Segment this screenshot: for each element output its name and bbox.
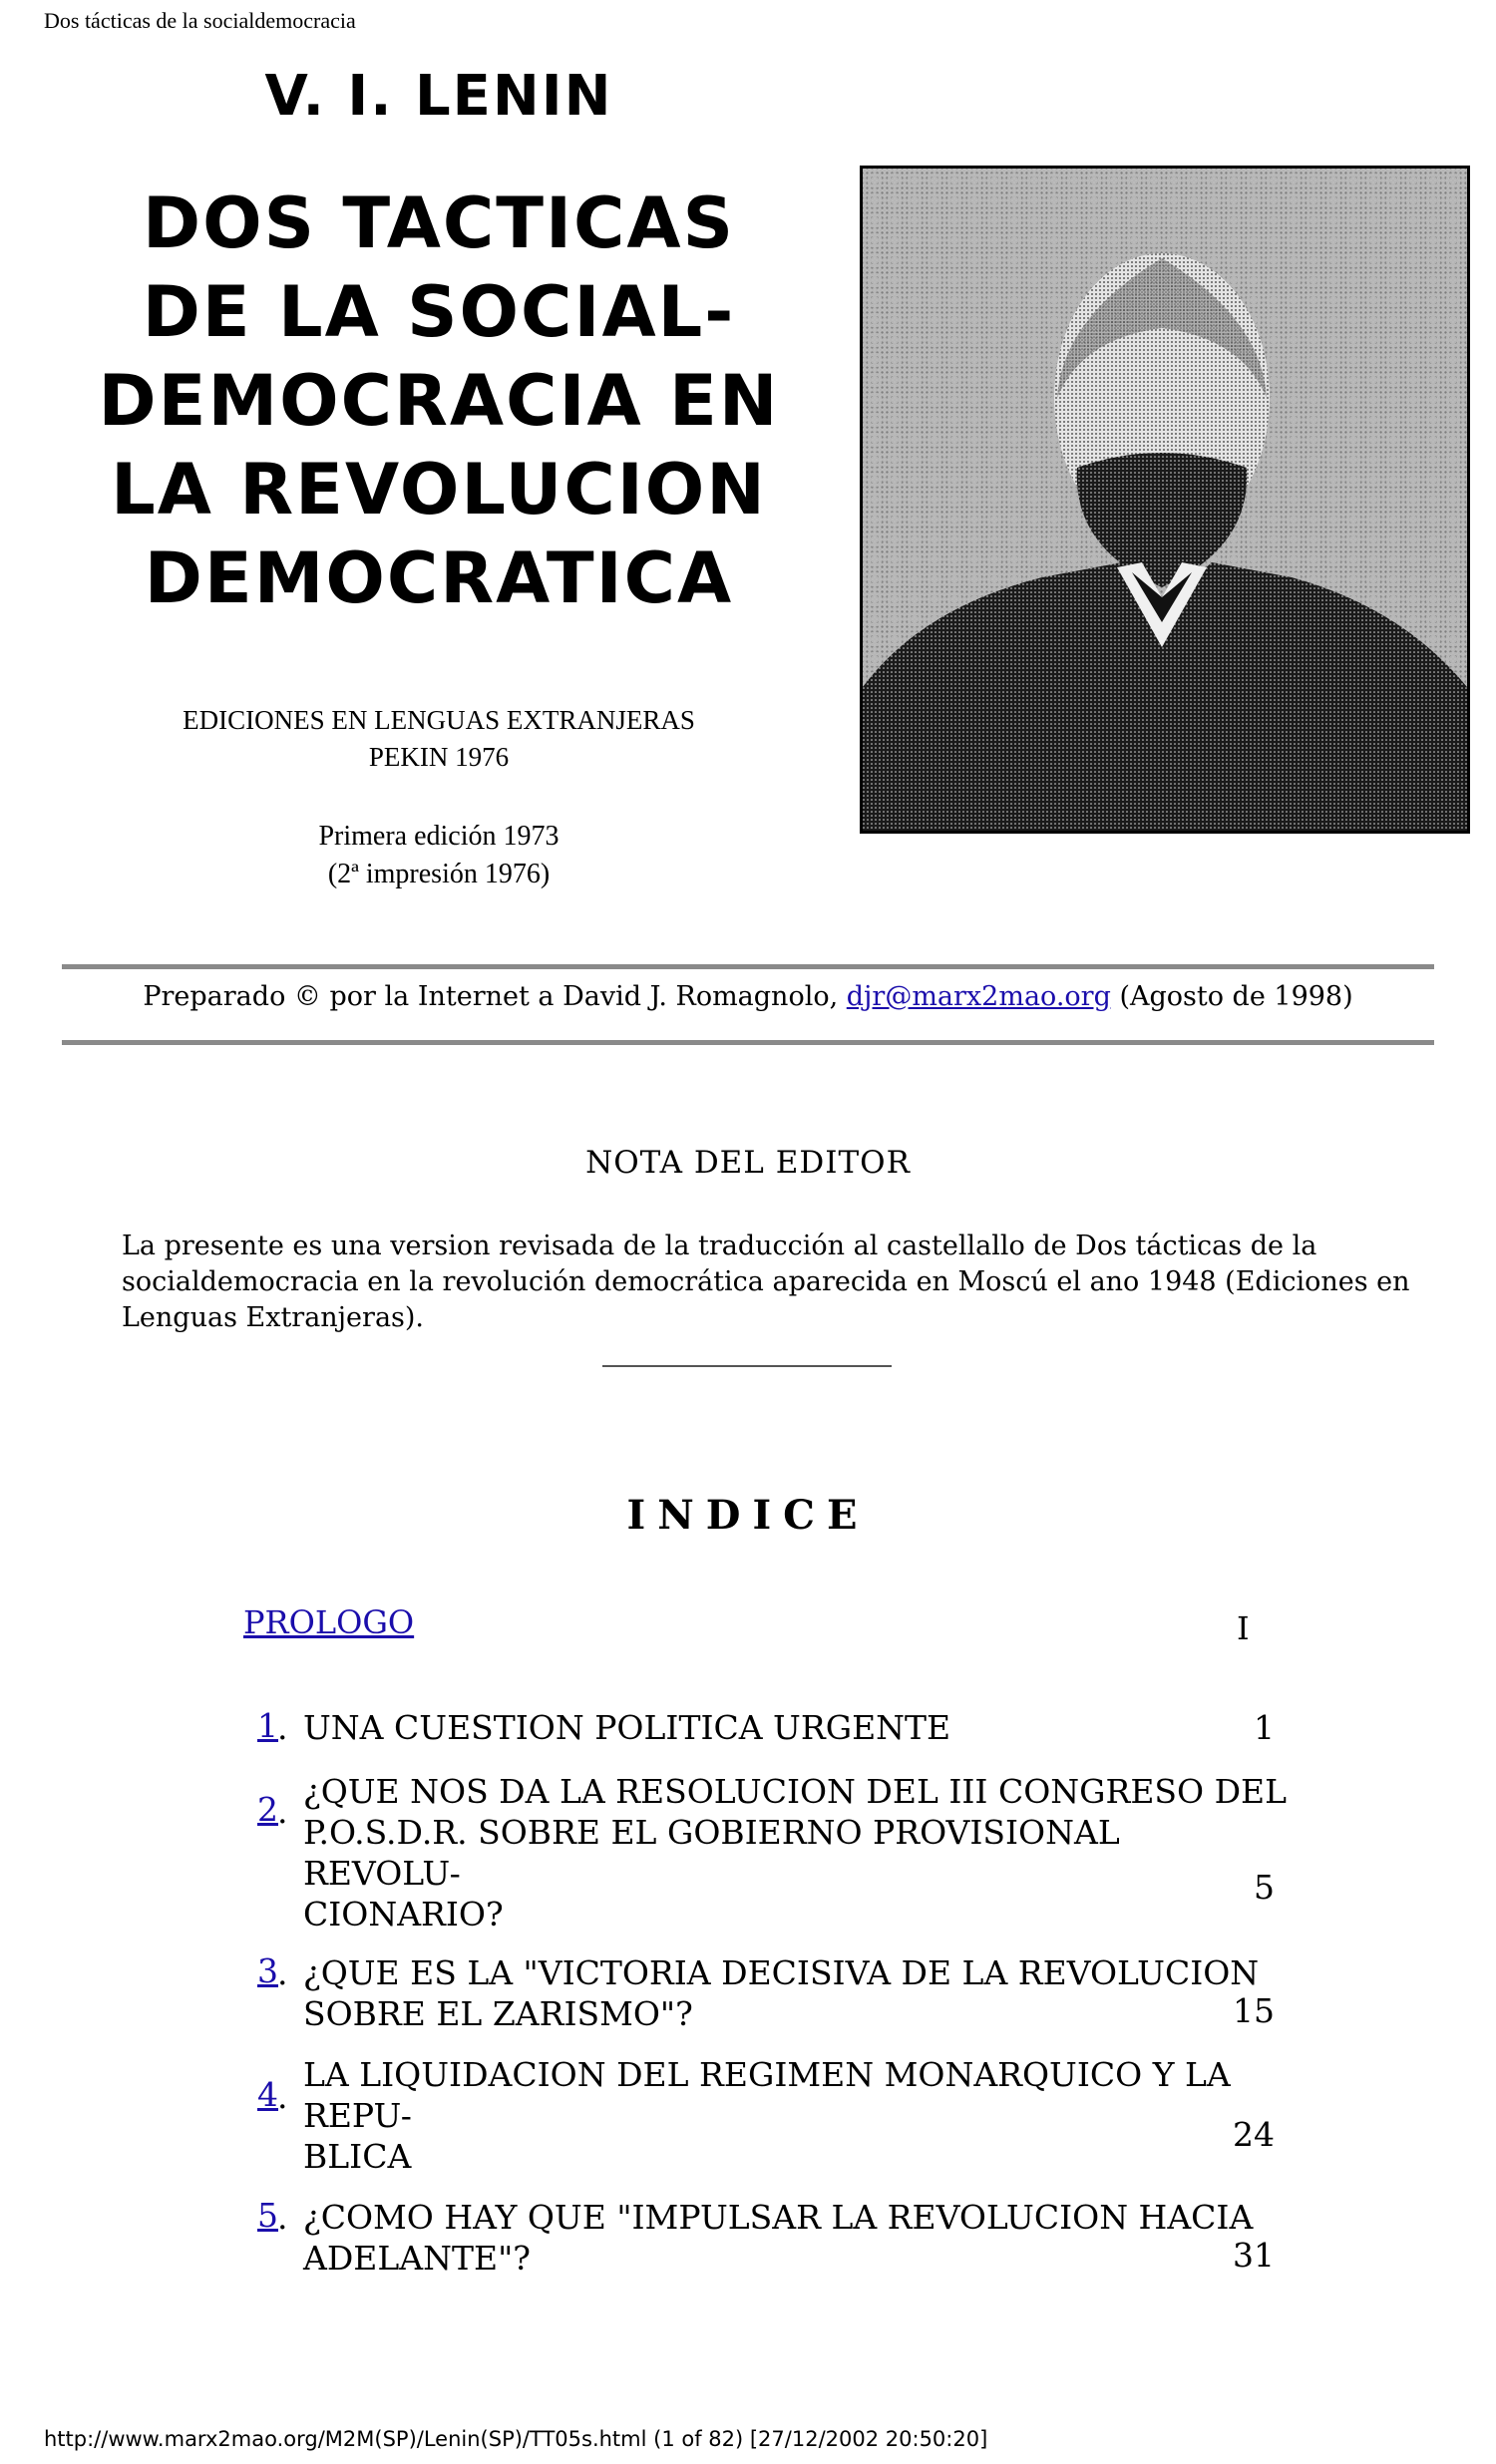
- toc-item-text: SOBRE EL ZARISMO"?: [303, 1994, 693, 2033]
- email-link[interactable]: djr@marx2mao.org: [846, 981, 1111, 1012]
- toc-item: 3 . ¿QUE ES LA "VICTORIA DECISIVA DE LA REVOLUCION SOBRE EL ZARISMO"? 15: [257, 1951, 1275, 2033]
- toc-page-number: 31: [1233, 2236, 1275, 2275]
- prepared-prefix: Preparado © por la Internet a David J. Romagnolo,: [143, 981, 847, 1012]
- toc-item-text: UNA CUESTION POLITICA URGENTE: [303, 1708, 951, 1747]
- portrait-photo-icon: [860, 166, 1470, 834]
- book-title: [90, 179, 788, 623]
- page-footer-url: http://www.marx2mao.org/M2M(SP)/Lenin(SP)/TT05s.html (1 of 82) [27/12/2002 20:50:20]: [44, 2427, 988, 2451]
- toc-item-text: ¿QUE NOS DA LA RESOLUCION DEL III CONGRESO DEL: [303, 1772, 1288, 1811]
- book-title-line: DOS TACTICAS: [142, 182, 735, 264]
- author-name: V. I. LENIN: [264, 64, 613, 129]
- editor-note-text: La presente es una version revisada de la traducción al castellallo de Dos tácticas de la socialdemocracia en la revolución democrática aparecida en Moscú el ano 1948 (Ediciones en Lenguas Extranjeras).: [122, 1231, 1410, 1333]
- book-title-line: LA REVOLUCION: [111, 449, 767, 530]
- prepared-suffix: (Agosto de 1998): [1110, 981, 1353, 1012]
- book-title-line: DE LA SOCIAL-: [142, 271, 736, 353]
- edition-line: (2ª impresión 1976): [327, 859, 551, 889]
- toc-link-2[interactable]: 2: [257, 1790, 278, 1829]
- toc-item: 2 . ¿QUE NOS DA LA RESOLUCION DEL III CONGRESO DEL P.O.S.D.R. SOBRE EL GOBIERNO PROVISIONAL REVOLU- CIONARIO? 5: [257, 1772, 1288, 1934]
- toc-item-text: BLICA: [303, 2137, 412, 2176]
- toc-item-text: ¿COMO HAY QUE "IMPULSAR LA REVOLUCION HACIA: [303, 2198, 1254, 2237]
- toc-item: 4 . LA LIQUIDACION DEL REGIMEN MONARQUICO Y LA REPU- BLICA 24: [257, 2055, 1275, 2176]
- edition-line: Primera edición 1973: [318, 821, 560, 852]
- prepared-by-line: [62, 981, 1434, 1012]
- toc-page-number: 24: [1233, 2115, 1275, 2154]
- toc-item: 5 . ¿COMO HAY QUE "IMPULSAR LA REVOLUCION HACIA ADELANTE"? 31: [257, 2196, 1275, 2278]
- publisher-info: [100, 702, 778, 776]
- toc-item-text: ADELANTE"?: [303, 2239, 531, 2278]
- publisher-line: PEKIN 1976: [368, 742, 510, 772]
- toc-page-number: 1: [1254, 1708, 1275, 1747]
- editor-note-title: NOTA DEL EDITOR: [585, 1145, 911, 1181]
- toc-page-number: I: [1237, 1609, 1250, 1647]
- page-header-title: Dos tácticas de la socialdemocracia: [44, 8, 356, 33]
- toc-item-text: REPU-: [303, 2096, 412, 2135]
- portrait-figure-icon: [863, 169, 1467, 831]
- toc-item-text: LA LIQUIDACION DEL REGIMEN MONARQUICO Y LA: [303, 2055, 1231, 2094]
- book-title-line: DEMOCRACIA EN: [98, 360, 780, 442]
- toc-page-number: 15: [1233, 1991, 1275, 2030]
- toc-item: 1 . UNA CUESTION POLITICA URGENTE 1: [257, 1706, 1275, 1747]
- toc-item-text: CIONARIO?: [303, 1895, 504, 1934]
- toc-page-number: 5: [1254, 1868, 1275, 1907]
- index-title: INDICE: [626, 1492, 870, 1539]
- horizontal-rule: [62, 964, 1434, 969]
- toc-item-text: P.O.S.D.R. SOBRE EL GOBIERNO PROVISIONAL: [303, 1813, 1120, 1852]
- toc-link-5[interactable]: 5: [257, 2196, 278, 2235]
- edition-info: [100, 818, 778, 893]
- toc-link-1[interactable]: 1: [257, 1706, 278, 1745]
- toc-item-text: ¿QUE ES LA "VICTORIA DECISIVA DE LA REVOLUCION: [303, 1953, 1260, 1992]
- book-title-line: DEMOCRATICA: [144, 537, 734, 619]
- toc-link-3[interactable]: 3: [257, 1951, 278, 1990]
- toc-item-text: REVOLU-: [303, 1854, 461, 1893]
- short-divider: [602, 1365, 892, 1367]
- toc-link-prologo[interactable]: PROLOGO: [243, 1603, 415, 1641]
- toc-link-4[interactable]: 4: [257, 2075, 278, 2114]
- horizontal-rule: [62, 1040, 1434, 1045]
- publisher-line: EDICIONES EN LENGUAS EXTRANJERAS: [183, 705, 695, 735]
